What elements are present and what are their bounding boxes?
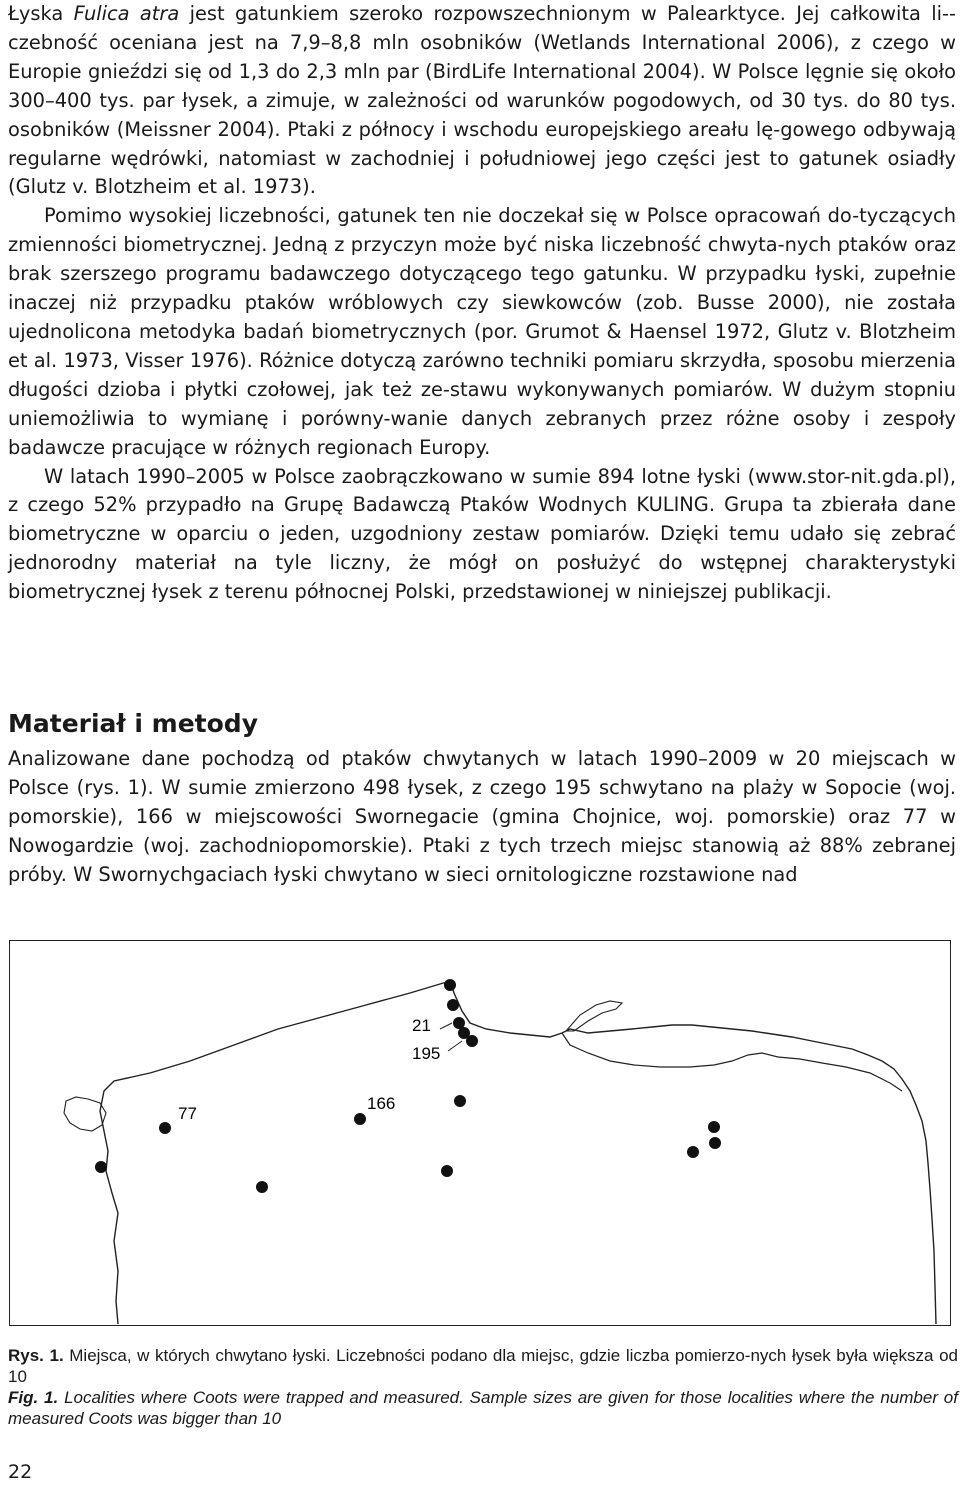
methods-text	[8, 745, 956, 890]
site-point	[256, 1181, 268, 1193]
site-point	[447, 999, 459, 1011]
site-point	[466, 1035, 478, 1047]
intro-paragraph: Pomimo wysokiej liczebności, gatunek ten nie doczekał się w Polsce opracowań do-tyczących zmienności biometrycznej. Jedną z przyczyn może być niska liczebność chwyta-nych ptaków oraz brak szerszego programu badawczego dotyczącego tego gatunku. W przypadku łyski, zupełnie inaczej niż przypadku ptaków wróblowych czy siewkowców (zob. Busse 2000), nie została ujednolicona metodyka badań biometrycznych (por. Grumot & Haensel 1972, Glutz v. Blotzheim et al. 1973, Visser 1976). Różnice dotyczą zarówno techniki pomiaru skrzydła, sposobu mierzenia długości dzioba i płytki czołowej, jak też ze-stawu wykonywanych pomiarów. W dużym stopniu uniemożliwia to wymianę i porówny-wanie danych zebranych przez różne osoby i zespoły badawcze pracujące w różnych regionach Europy.	[8, 204, 956, 459]
intro-paragraph: W latach 1990–2005 w Polsce zaobrączkowano w sumie 894 lotne łyski (www.stor-nit.gda.pl), z czego 52% przypadło na Grupę Badawczą Ptaków Wodnych KULING. Grupa ta zbierała dane biometryczne w oparciu o jeden, uzgodniony zestaw pomiarów. Dzięki temu udało się zebrać jednorodny materiał na tyle liczny, że mógł on posłużyć do wstępnej charakterystyki biometrycznej łysek z terenu północnej Polski, przedstawionej w niniejszej publikacji.	[8, 464, 956, 604]
site-point	[454, 1095, 466, 1107]
west-coast	[100, 981, 450, 1324]
hel-peninsula	[566, 1001, 622, 1031]
site-label-77: 77	[178, 1104, 197, 1123]
species-name: Fulica atra	[73, 2, 180, 25]
site-point	[95, 1161, 107, 1173]
lagoon-outline	[64, 1097, 106, 1131]
leader-line	[440, 1023, 452, 1029]
site-label-166: 166	[367, 1094, 396, 1113]
intro-text	[8, 0, 956, 607]
site-point	[708, 1121, 720, 1133]
caption-text-en: Localities where Coots were trapped and measured. Sample sizes are given for those localities where the number of measured Coots was bigger than 10	[8, 1388, 958, 1428]
leader-line	[448, 1041, 462, 1051]
site-point	[709, 1137, 721, 1149]
site-label-21: 21	[412, 1016, 431, 1035]
section-heading: Materiał i metody	[8, 709, 258, 738]
caption-label-en: Fig. 1.	[8, 1388, 59, 1407]
poland-map	[10, 941, 949, 1324]
figure-caption-pl	[8, 1345, 958, 1387]
caption-text-pl: Miejsca, w których chwytano łyski. Liczebności podano dla miejsc, gdzie liczba pomierzo-nych łysek była większa od 10	[8, 1346, 958, 1386]
site-point	[441, 1165, 453, 1177]
gulf-inner-coast	[562, 1033, 902, 1091]
page-number: 22	[8, 1461, 33, 1483]
intro-paragraph: Łyska Fulica atra jest gatunkiem szeroko rozpowszechnionym w Palearktyce. Jej całkowita li-czebność oceniana jest na 7,9–8,8 mln osobników (Wetlands International 2006), z czego w Europie gnieździ się od 1,3 do 2,3 mln par (BirdLife International 2004). W Polsce lęgnie się około 300–400 tys. par łysek, a zimuje, w zależności od warunków pogodowych, od 30 tys. do 80 tys. osobników (Meissner 2004). Ptaki z północy i wschodu europejskiego areału lę-gowego odbywają regularne wędrówki, natomiast w zachodniej i południowej jego części jest to gatunek osiadły (Glutz v. Blotzheim et al. 1973).	[8, 2, 956, 199]
site-point	[159, 1122, 171, 1134]
methods-paragraph: Analizowane dane pochodzą od ptaków chwytanych w latach 1990–2009 w 20 miejscach w Polsce (rys. 1). W sumie zmierzono 498 łysek, z czego 195 schwytano na plaży w Sopocie (woj. pomorskie), 166 w miejscowości Swornegacie (gmina Chojnice, woj. pomorskie) oraz 77 w Nowogardzie (woj. zachodniopomorskie). Ptaki z tych trzech miejsc stanowią aż 88% zebranej próby. W Swornychgaciach łyski chwytano w sieci ornitologiczne rozstawione nad	[8, 747, 956, 886]
figure-map	[9, 940, 951, 1326]
site-point	[687, 1146, 699, 1158]
caption-label-pl: Rys. 1.	[8, 1346, 64, 1365]
site-point	[354, 1113, 366, 1125]
site-label-195: 195	[412, 1044, 441, 1063]
site-point	[444, 979, 456, 991]
figure-caption-en	[8, 1387, 958, 1429]
